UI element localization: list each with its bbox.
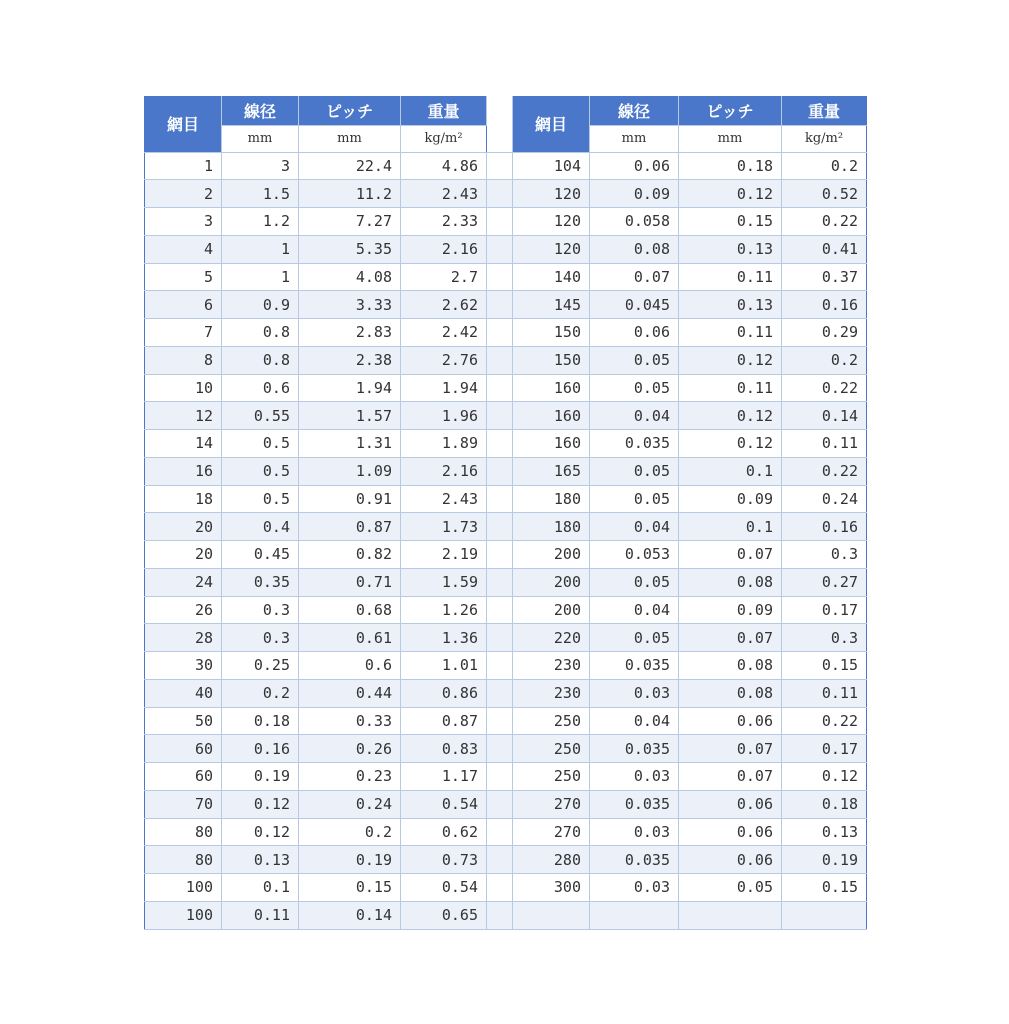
- right-weight-cell: 0.17: [782, 596, 867, 624]
- right-pitch-cell: 0.05: [679, 874, 782, 902]
- left-pitch-cell: 0.2: [299, 818, 401, 846]
- left-pitch-cell: 11.2: [299, 180, 401, 208]
- unit-pitch-right: mm: [679, 125, 782, 152]
- right-mesh-cell: 230: [513, 679, 590, 707]
- right-weight-cell: 0.19: [782, 846, 867, 874]
- table-row: [145, 402, 867, 430]
- table-row: [145, 180, 867, 208]
- left-weight-cell: 1.17: [401, 763, 487, 791]
- left-wire-diameter-cell: 0.9: [222, 291, 299, 319]
- column-separator: [487, 291, 513, 319]
- right-pitch-cell: 0.09: [679, 485, 782, 513]
- right-wire-diameter-cell: 0.058: [590, 208, 679, 236]
- column-separator-header: [487, 96, 513, 152]
- column-separator: [487, 457, 513, 485]
- left-weight-cell: 2.43: [401, 485, 487, 513]
- right-pitch-cell: 0.11: [679, 374, 782, 402]
- left-mesh-cell: 12: [145, 402, 222, 430]
- header-weight-right: 重量: [782, 96, 867, 125]
- right-weight-cell: 0.15: [782, 874, 867, 902]
- right-pitch-cell: 0.07: [679, 541, 782, 569]
- right-mesh-cell: 120: [513, 180, 590, 208]
- column-separator: [487, 763, 513, 791]
- header-wire-right: 線径: [590, 96, 679, 125]
- right-pitch-cell: 0.11: [679, 263, 782, 291]
- left-weight-cell: 0.65: [401, 901, 487, 929]
- right-weight-cell: 0.16: [782, 513, 867, 541]
- left-weight-cell: 0.54: [401, 874, 487, 902]
- column-separator: [487, 790, 513, 818]
- right-pitch-cell: 0.12: [679, 430, 782, 458]
- left-weight-cell: 1.01: [401, 652, 487, 680]
- right-mesh-cell: 160: [513, 374, 590, 402]
- left-weight-cell: 2.19: [401, 541, 487, 569]
- left-pitch-cell: 22.4: [299, 152, 401, 180]
- column-separator: [487, 374, 513, 402]
- right-pitch-cell: 0.08: [679, 679, 782, 707]
- table-row: [145, 374, 867, 402]
- table-row: [145, 763, 867, 791]
- right-mesh-cell: 250: [513, 735, 590, 763]
- left-wire-diameter-cell: 3: [222, 152, 299, 180]
- right-mesh-cell: 200: [513, 541, 590, 569]
- left-wire-diameter-cell: 0.6: [222, 374, 299, 402]
- right-wire-diameter-cell: 0.03: [590, 679, 679, 707]
- unit-wire-right: mm: [590, 125, 679, 152]
- right-wire-diameter-cell: 0.035: [590, 652, 679, 680]
- left-pitch-cell: 3.33: [299, 291, 401, 319]
- left-wire-diameter-cell: 0.12: [222, 818, 299, 846]
- left-mesh-cell: 14: [145, 430, 222, 458]
- right-pitch-cell: 0.12: [679, 402, 782, 430]
- left-mesh-cell: 3: [145, 208, 222, 236]
- right-wire-diameter-cell: 0.053: [590, 541, 679, 569]
- left-mesh-cell: 30: [145, 652, 222, 680]
- right-mesh-cell: 180: [513, 485, 590, 513]
- column-separator: [487, 319, 513, 347]
- left-pitch-cell: 0.87: [299, 513, 401, 541]
- right-weight-cell: 0.13: [782, 818, 867, 846]
- table-row: [145, 263, 867, 291]
- left-pitch-cell: 0.82: [299, 541, 401, 569]
- right-weight-cell: 0.12: [782, 763, 867, 791]
- right-pitch-cell: 0.06: [679, 790, 782, 818]
- column-separator: [487, 707, 513, 735]
- right-pitch-cell: 0.1: [679, 457, 782, 485]
- left-weight-cell: 0.83: [401, 735, 487, 763]
- left-mesh-cell: 6: [145, 291, 222, 319]
- left-weight-cell: 1.59: [401, 568, 487, 596]
- right-wire-diameter-cell: 0.05: [590, 568, 679, 596]
- table-row: [145, 735, 867, 763]
- left-pitch-cell: 1.31: [299, 430, 401, 458]
- right-wire-diameter-cell: 0.035: [590, 846, 679, 874]
- table-row: [145, 901, 867, 929]
- left-weight-cell: 0.73: [401, 846, 487, 874]
- right-wire-diameter-cell: [590, 901, 679, 929]
- right-wire-diameter-cell: 0.045: [590, 291, 679, 319]
- left-weight-cell: 0.87: [401, 707, 487, 735]
- header-mesh-right: 網目: [513, 96, 590, 152]
- left-mesh-cell: 100: [145, 901, 222, 929]
- table-row: [145, 430, 867, 458]
- right-weight-cell: 0.27: [782, 568, 867, 596]
- right-mesh-cell: 230: [513, 652, 590, 680]
- column-separator: [487, 652, 513, 680]
- table-row: [145, 346, 867, 374]
- header-weight-left: 重量: [401, 96, 487, 125]
- left-wire-diameter-cell: 0.55: [222, 402, 299, 430]
- column-separator: [487, 430, 513, 458]
- left-pitch-cell: 2.83: [299, 319, 401, 347]
- table-row: [145, 235, 867, 263]
- right-pitch-cell: 0.06: [679, 818, 782, 846]
- right-mesh-cell: 300: [513, 874, 590, 902]
- header-pitch-left: ピッチ: [299, 96, 401, 125]
- right-wire-diameter-cell: 0.04: [590, 513, 679, 541]
- left-pitch-cell: 0.19: [299, 846, 401, 874]
- left-pitch-cell: 5.35: [299, 235, 401, 263]
- left-mesh-cell: 10: [145, 374, 222, 402]
- left-pitch-cell: 0.61: [299, 624, 401, 652]
- table-row: [145, 874, 867, 902]
- header-mesh-left: 網目: [145, 96, 222, 152]
- right-weight-cell: 0.52: [782, 180, 867, 208]
- right-wire-diameter-cell: 0.06: [590, 319, 679, 347]
- right-pitch-cell: 0.07: [679, 763, 782, 791]
- right-mesh-cell: 180: [513, 513, 590, 541]
- right-weight-cell: 0.41: [782, 235, 867, 263]
- left-weight-cell: 0.54: [401, 790, 487, 818]
- right-mesh-cell: 200: [513, 596, 590, 624]
- right-wire-diameter-cell: 0.05: [590, 346, 679, 374]
- right-weight-cell: 0.22: [782, 208, 867, 236]
- left-pitch-cell: 4.08: [299, 263, 401, 291]
- right-pitch-cell: 0.15: [679, 208, 782, 236]
- left-mesh-cell: 60: [145, 735, 222, 763]
- left-weight-cell: 2.42: [401, 319, 487, 347]
- column-separator: [487, 901, 513, 929]
- right-mesh-cell: 270: [513, 818, 590, 846]
- right-weight-cell: 0.22: [782, 457, 867, 485]
- right-mesh-cell: 150: [513, 319, 590, 347]
- left-wire-diameter-cell: 0.18: [222, 707, 299, 735]
- right-mesh-cell: 120: [513, 235, 590, 263]
- left-wire-diameter-cell: 1: [222, 235, 299, 263]
- left-weight-cell: 4.86: [401, 152, 487, 180]
- right-weight-cell: 0.37: [782, 263, 867, 291]
- table-row: [145, 707, 867, 735]
- column-separator: [487, 624, 513, 652]
- table-row: [145, 596, 867, 624]
- left-pitch-cell: 0.6: [299, 652, 401, 680]
- column-separator: [487, 485, 513, 513]
- column-separator: [487, 818, 513, 846]
- right-pitch-cell: 0.18: [679, 152, 782, 180]
- right-pitch-cell: 0.11: [679, 319, 782, 347]
- right-mesh-cell: 160: [513, 402, 590, 430]
- header-pitch-right: ピッチ: [679, 96, 782, 125]
- left-weight-cell: 1.36: [401, 624, 487, 652]
- unit-weight-right: kg/m²: [782, 125, 867, 152]
- left-wire-diameter-cell: 1.5: [222, 180, 299, 208]
- left-mesh-cell: 100: [145, 874, 222, 902]
- left-mesh-cell: 26: [145, 596, 222, 624]
- table-row: [145, 846, 867, 874]
- right-weight-cell: 0.22: [782, 374, 867, 402]
- right-weight-cell: 0.11: [782, 430, 867, 458]
- right-pitch-cell: 0.12: [679, 346, 782, 374]
- right-weight-cell: 0.3: [782, 624, 867, 652]
- column-separator: [487, 596, 513, 624]
- left-weight-cell: 1.73: [401, 513, 487, 541]
- right-weight-cell: 0.2: [782, 152, 867, 180]
- right-mesh-cell: 150: [513, 346, 590, 374]
- column-separator: [487, 263, 513, 291]
- table-row: [145, 485, 867, 513]
- left-pitch-cell: 0.91: [299, 485, 401, 513]
- right-mesh-cell: 280: [513, 846, 590, 874]
- left-weight-cell: 2.7: [401, 263, 487, 291]
- right-mesh-cell: 250: [513, 763, 590, 791]
- column-separator: [487, 541, 513, 569]
- right-pitch-cell: 0.07: [679, 624, 782, 652]
- right-wire-diameter-cell: 0.04: [590, 707, 679, 735]
- left-mesh-cell: 16: [145, 457, 222, 485]
- left-pitch-cell: 0.68: [299, 596, 401, 624]
- right-mesh-cell: 120: [513, 208, 590, 236]
- table-row: [145, 513, 867, 541]
- right-pitch-cell: 0.08: [679, 652, 782, 680]
- header-wire-left: 線径: [222, 96, 299, 125]
- table-row: [145, 457, 867, 485]
- right-mesh-cell: 145: [513, 291, 590, 319]
- left-weight-cell: 2.76: [401, 346, 487, 374]
- column-separator: [487, 235, 513, 263]
- left-wire-diameter-cell: 1.2: [222, 208, 299, 236]
- left-mesh-cell: 50: [145, 707, 222, 735]
- right-weight-cell: 0.18: [782, 790, 867, 818]
- table-row: [145, 624, 867, 652]
- left-wire-diameter-cell: 0.3: [222, 596, 299, 624]
- table-row: [145, 568, 867, 596]
- left-weight-cell: 1.96: [401, 402, 487, 430]
- right-pitch-cell: 0.12: [679, 180, 782, 208]
- right-wire-diameter-cell: 0.08: [590, 235, 679, 263]
- left-mesh-cell: 24: [145, 568, 222, 596]
- right-weight-cell: 0.11: [782, 679, 867, 707]
- left-wire-diameter-cell: 0.11: [222, 901, 299, 929]
- table-row: [145, 319, 867, 347]
- right-weight-cell: 0.15: [782, 652, 867, 680]
- left-mesh-cell: 1: [145, 152, 222, 180]
- right-wire-diameter-cell: 0.07: [590, 263, 679, 291]
- left-mesh-cell: 2: [145, 180, 222, 208]
- unit-weight-left: kg/m²: [401, 125, 487, 152]
- left-wire-diameter-cell: 0.8: [222, 319, 299, 347]
- right-mesh-cell: 165: [513, 457, 590, 485]
- right-wire-diameter-cell: 0.04: [590, 402, 679, 430]
- left-mesh-cell: 28: [145, 624, 222, 652]
- left-pitch-cell: 1.09: [299, 457, 401, 485]
- table-row: [145, 208, 867, 236]
- left-mesh-cell: 60: [145, 763, 222, 791]
- left-mesh-cell: 20: [145, 541, 222, 569]
- left-pitch-cell: 0.23: [299, 763, 401, 791]
- left-wire-diameter-cell: 0.2: [222, 679, 299, 707]
- left-pitch-cell: 1.94: [299, 374, 401, 402]
- table-row: [145, 152, 867, 180]
- left-weight-cell: 1.89: [401, 430, 487, 458]
- right-pitch-cell: 0.13: [679, 235, 782, 263]
- right-wire-diameter-cell: 0.03: [590, 874, 679, 902]
- table-row: [145, 291, 867, 319]
- column-separator: [487, 513, 513, 541]
- left-pitch-cell: 0.71: [299, 568, 401, 596]
- left-wire-diameter-cell: 0.12: [222, 790, 299, 818]
- right-wire-diameter-cell: 0.035: [590, 735, 679, 763]
- right-weight-cell: 0.2: [782, 346, 867, 374]
- column-separator: [487, 208, 513, 236]
- right-wire-diameter-cell: 0.03: [590, 818, 679, 846]
- left-mesh-cell: 5: [145, 263, 222, 291]
- right-mesh-cell: 104: [513, 152, 590, 180]
- right-weight-cell: 0.22: [782, 707, 867, 735]
- right-weight-cell: 0.14: [782, 402, 867, 430]
- right-wire-diameter-cell: 0.09: [590, 180, 679, 208]
- left-mesh-cell: 8: [145, 346, 222, 374]
- right-pitch-cell: 0.07: [679, 735, 782, 763]
- table-body: [145, 152, 867, 929]
- header-row: [145, 96, 867, 125]
- table-row: [145, 652, 867, 680]
- column-separator: [487, 735, 513, 763]
- left-mesh-cell: 70: [145, 790, 222, 818]
- left-wire-diameter-cell: 0.5: [222, 485, 299, 513]
- column-separator: [487, 679, 513, 707]
- table-row: [145, 790, 867, 818]
- left-wire-diameter-cell: 0.19: [222, 763, 299, 791]
- left-wire-diameter-cell: 0.5: [222, 430, 299, 458]
- left-weight-cell: 1.94: [401, 374, 487, 402]
- right-wire-diameter-cell: 0.05: [590, 457, 679, 485]
- left-weight-cell: 2.33: [401, 208, 487, 236]
- right-weight-cell: 0.17: [782, 735, 867, 763]
- right-mesh-cell: 270: [513, 790, 590, 818]
- left-pitch-cell: 0.44: [299, 679, 401, 707]
- column-separator: [487, 152, 513, 180]
- left-mesh-cell: 40: [145, 679, 222, 707]
- right-wire-diameter-cell: 0.035: [590, 430, 679, 458]
- left-pitch-cell: 7.27: [299, 208, 401, 236]
- right-wire-diameter-cell: 0.06: [590, 152, 679, 180]
- unit-pitch-left: mm: [299, 125, 401, 152]
- column-separator: [487, 568, 513, 596]
- column-separator: [487, 402, 513, 430]
- right-mesh-cell: 250: [513, 707, 590, 735]
- left-weight-cell: 0.86: [401, 679, 487, 707]
- right-wire-diameter-cell: 0.03: [590, 763, 679, 791]
- mesh-spec-table: [144, 96, 867, 930]
- left-wire-diameter-cell: 0.8: [222, 346, 299, 374]
- left-pitch-cell: 0.33: [299, 707, 401, 735]
- unit-wire-left: mm: [222, 125, 299, 152]
- left-pitch-cell: 0.26: [299, 735, 401, 763]
- right-weight-cell: 0.3: [782, 541, 867, 569]
- left-mesh-cell: 80: [145, 818, 222, 846]
- right-wire-diameter-cell: 0.04: [590, 596, 679, 624]
- left-wire-diameter-cell: 0.45: [222, 541, 299, 569]
- right-pitch-cell: 0.06: [679, 707, 782, 735]
- right-mesh-cell: 140: [513, 263, 590, 291]
- right-wire-diameter-cell: 0.05: [590, 374, 679, 402]
- right-pitch-cell: 0.06: [679, 846, 782, 874]
- left-weight-cell: 0.62: [401, 818, 487, 846]
- left-weight-cell: 1.26: [401, 596, 487, 624]
- left-mesh-cell: 7: [145, 319, 222, 347]
- left-mesh-cell: 80: [145, 846, 222, 874]
- table-row: [145, 818, 867, 846]
- left-mesh-cell: 20: [145, 513, 222, 541]
- left-pitch-cell: 1.57: [299, 402, 401, 430]
- right-pitch-cell: 0.09: [679, 596, 782, 624]
- left-pitch-cell: 0.15: [299, 874, 401, 902]
- right-mesh-cell: 220: [513, 624, 590, 652]
- left-pitch-cell: 0.14: [299, 901, 401, 929]
- right-weight-cell: 0.16: [782, 291, 867, 319]
- right-wire-diameter-cell: 0.05: [590, 485, 679, 513]
- left-wire-diameter-cell: 0.25: [222, 652, 299, 680]
- left-weight-cell: 2.62: [401, 291, 487, 319]
- left-wire-diameter-cell: 0.35: [222, 568, 299, 596]
- left-pitch-cell: 2.38: [299, 346, 401, 374]
- left-wire-diameter-cell: 0.4: [222, 513, 299, 541]
- left-pitch-cell: 0.24: [299, 790, 401, 818]
- left-wire-diameter-cell: 0.16: [222, 735, 299, 763]
- left-wire-diameter-cell: 0.3: [222, 624, 299, 652]
- left-weight-cell: 2.16: [401, 235, 487, 263]
- right-weight-cell: [782, 901, 867, 929]
- column-separator: [487, 874, 513, 902]
- left-mesh-cell: 18: [145, 485, 222, 513]
- column-separator: [487, 346, 513, 374]
- right-pitch-cell: [679, 901, 782, 929]
- left-mesh-cell: 4: [145, 235, 222, 263]
- right-mesh-cell: 200: [513, 568, 590, 596]
- left-wire-diameter-cell: 0.13: [222, 846, 299, 874]
- right-weight-cell: 0.24: [782, 485, 867, 513]
- column-separator: [487, 846, 513, 874]
- right-pitch-cell: 0.13: [679, 291, 782, 319]
- right-wire-diameter-cell: 0.035: [590, 790, 679, 818]
- column-separator: [487, 180, 513, 208]
- table-row: [145, 679, 867, 707]
- right-mesh-cell: 160: [513, 430, 590, 458]
- right-pitch-cell: 0.1: [679, 513, 782, 541]
- left-wire-diameter-cell: 1: [222, 263, 299, 291]
- left-weight-cell: 2.16: [401, 457, 487, 485]
- left-weight-cell: 2.43: [401, 180, 487, 208]
- right-weight-cell: 0.29: [782, 319, 867, 347]
- right-mesh-cell: [513, 901, 590, 929]
- left-wire-diameter-cell: 0.1: [222, 874, 299, 902]
- left-wire-diameter-cell: 0.5: [222, 457, 299, 485]
- right-wire-diameter-cell: 0.05: [590, 624, 679, 652]
- table-row: [145, 541, 867, 569]
- right-pitch-cell: 0.08: [679, 568, 782, 596]
